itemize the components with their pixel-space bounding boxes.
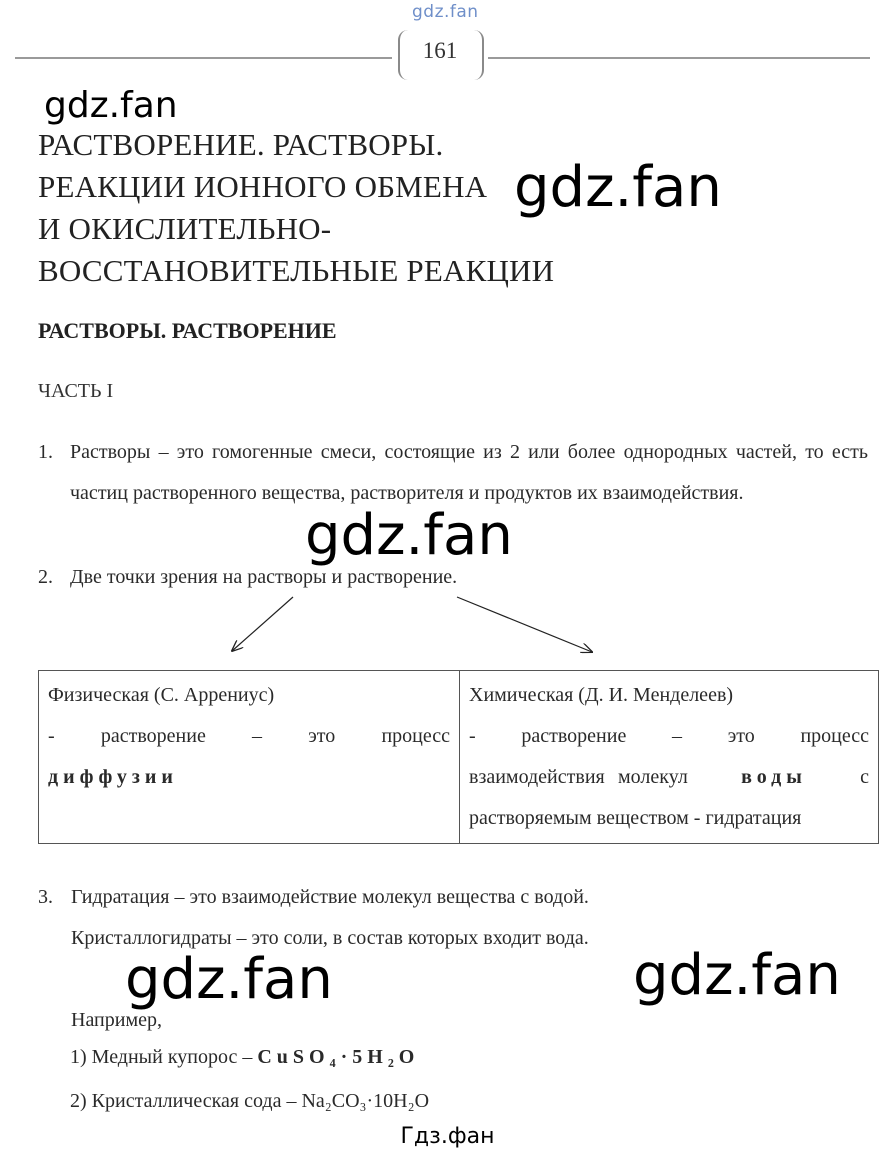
watermark-top: gdz.fan bbox=[412, 2, 479, 22]
watermark: gdz.fan bbox=[305, 503, 513, 568]
header-rule-right bbox=[488, 57, 870, 59]
chemical-header: Химическая (Д. И. Менделеев) bbox=[469, 684, 734, 706]
chemical-line-2-start: взаимодействия молекул bbox=[469, 766, 688, 788]
example-number: 2) bbox=[70, 1090, 87, 1112]
list-item-number: 1. bbox=[38, 441, 53, 463]
page-number: 161 bbox=[422, 38, 458, 63]
physical-line: - растворение – это процесс bbox=[48, 725, 450, 747]
watermark-bottom: Гдз.фан bbox=[400, 1124, 495, 1149]
watermark: gdz.fan bbox=[514, 155, 722, 220]
watermark: gdz.fan bbox=[125, 947, 333, 1012]
table-cell-chemical bbox=[460, 671, 879, 844]
hydration-definition: Гидратация – это взаимодействие молекул вещества с водой. bbox=[71, 886, 589, 908]
chapter-title-line: ВОССТАНОВИТЕЛЬНЫЕ РЕАКЦИИ bbox=[38, 253, 555, 288]
part-label: ЧАСТЬ I bbox=[38, 380, 114, 402]
watermark: gdz.fan bbox=[44, 85, 178, 126]
section-title: РАСТВОРЫ. РАСТВОРЕНИЕ bbox=[38, 318, 337, 343]
chapter-title-line: РЕАКЦИИ ИОННОГО ОБМЕНА bbox=[38, 169, 488, 204]
physical-header: Физическая (С. Аррениус) bbox=[48, 684, 275, 706]
chapter-title-line: И ОКИСЛИТЕЛЬНО- bbox=[38, 211, 332, 246]
example-item bbox=[70, 1046, 419, 1069]
arrow-left bbox=[232, 597, 293, 651]
chemical-line-3: растворяемым веществом - гидратация bbox=[469, 807, 802, 829]
example-name: Медный купорос – bbox=[91, 1046, 253, 1068]
chemical-line-2 bbox=[469, 757, 869, 798]
chemical-line: - растворение – это процесс bbox=[469, 725, 869, 747]
crystallohydrate-definition: Кристаллогидраты – это соли, в состав которых входит вода. bbox=[71, 927, 589, 949]
header-rule-left bbox=[15, 57, 392, 59]
arrow-right bbox=[457, 597, 592, 652]
example-number: 1) bbox=[70, 1046, 87, 1068]
comparison-table bbox=[38, 670, 879, 844]
physical-bold-term: диффузии bbox=[48, 766, 178, 788]
example-formula: Na₂CO₃·10H₂O bbox=[301, 1090, 430, 1112]
example-name: Кристаллическая сода – bbox=[91, 1090, 297, 1112]
example-label: Например, bbox=[71, 1009, 162, 1031]
list-item-number: 3. bbox=[38, 886, 53, 908]
list-item-text: Растворы – это гомогенные смеси, состоящие из 2 или более однородных частей, то есть частиц растворенного вещества, растворителя и продуктов их взаимодействия. bbox=[70, 441, 868, 504]
chemical-bold-term: воды bbox=[741, 766, 807, 788]
arrows-diagram bbox=[0, 590, 895, 670]
list-item-text: Две точки зрения на растворы и растворение. bbox=[70, 566, 458, 588]
chapter-title-line: РАСТВОРЕНИЕ. РАСТВОРЫ. bbox=[38, 127, 444, 162]
list-item-number: 2. bbox=[38, 566, 53, 588]
example-item bbox=[70, 1090, 429, 1113]
chemical-line-2-end: с bbox=[860, 766, 870, 788]
table-row bbox=[39, 671, 879, 844]
example-formula: CuSO₄·5H₂O bbox=[257, 1046, 420, 1068]
table-cell-physical bbox=[39, 671, 460, 844]
watermark: gdz.fan bbox=[633, 943, 841, 1008]
